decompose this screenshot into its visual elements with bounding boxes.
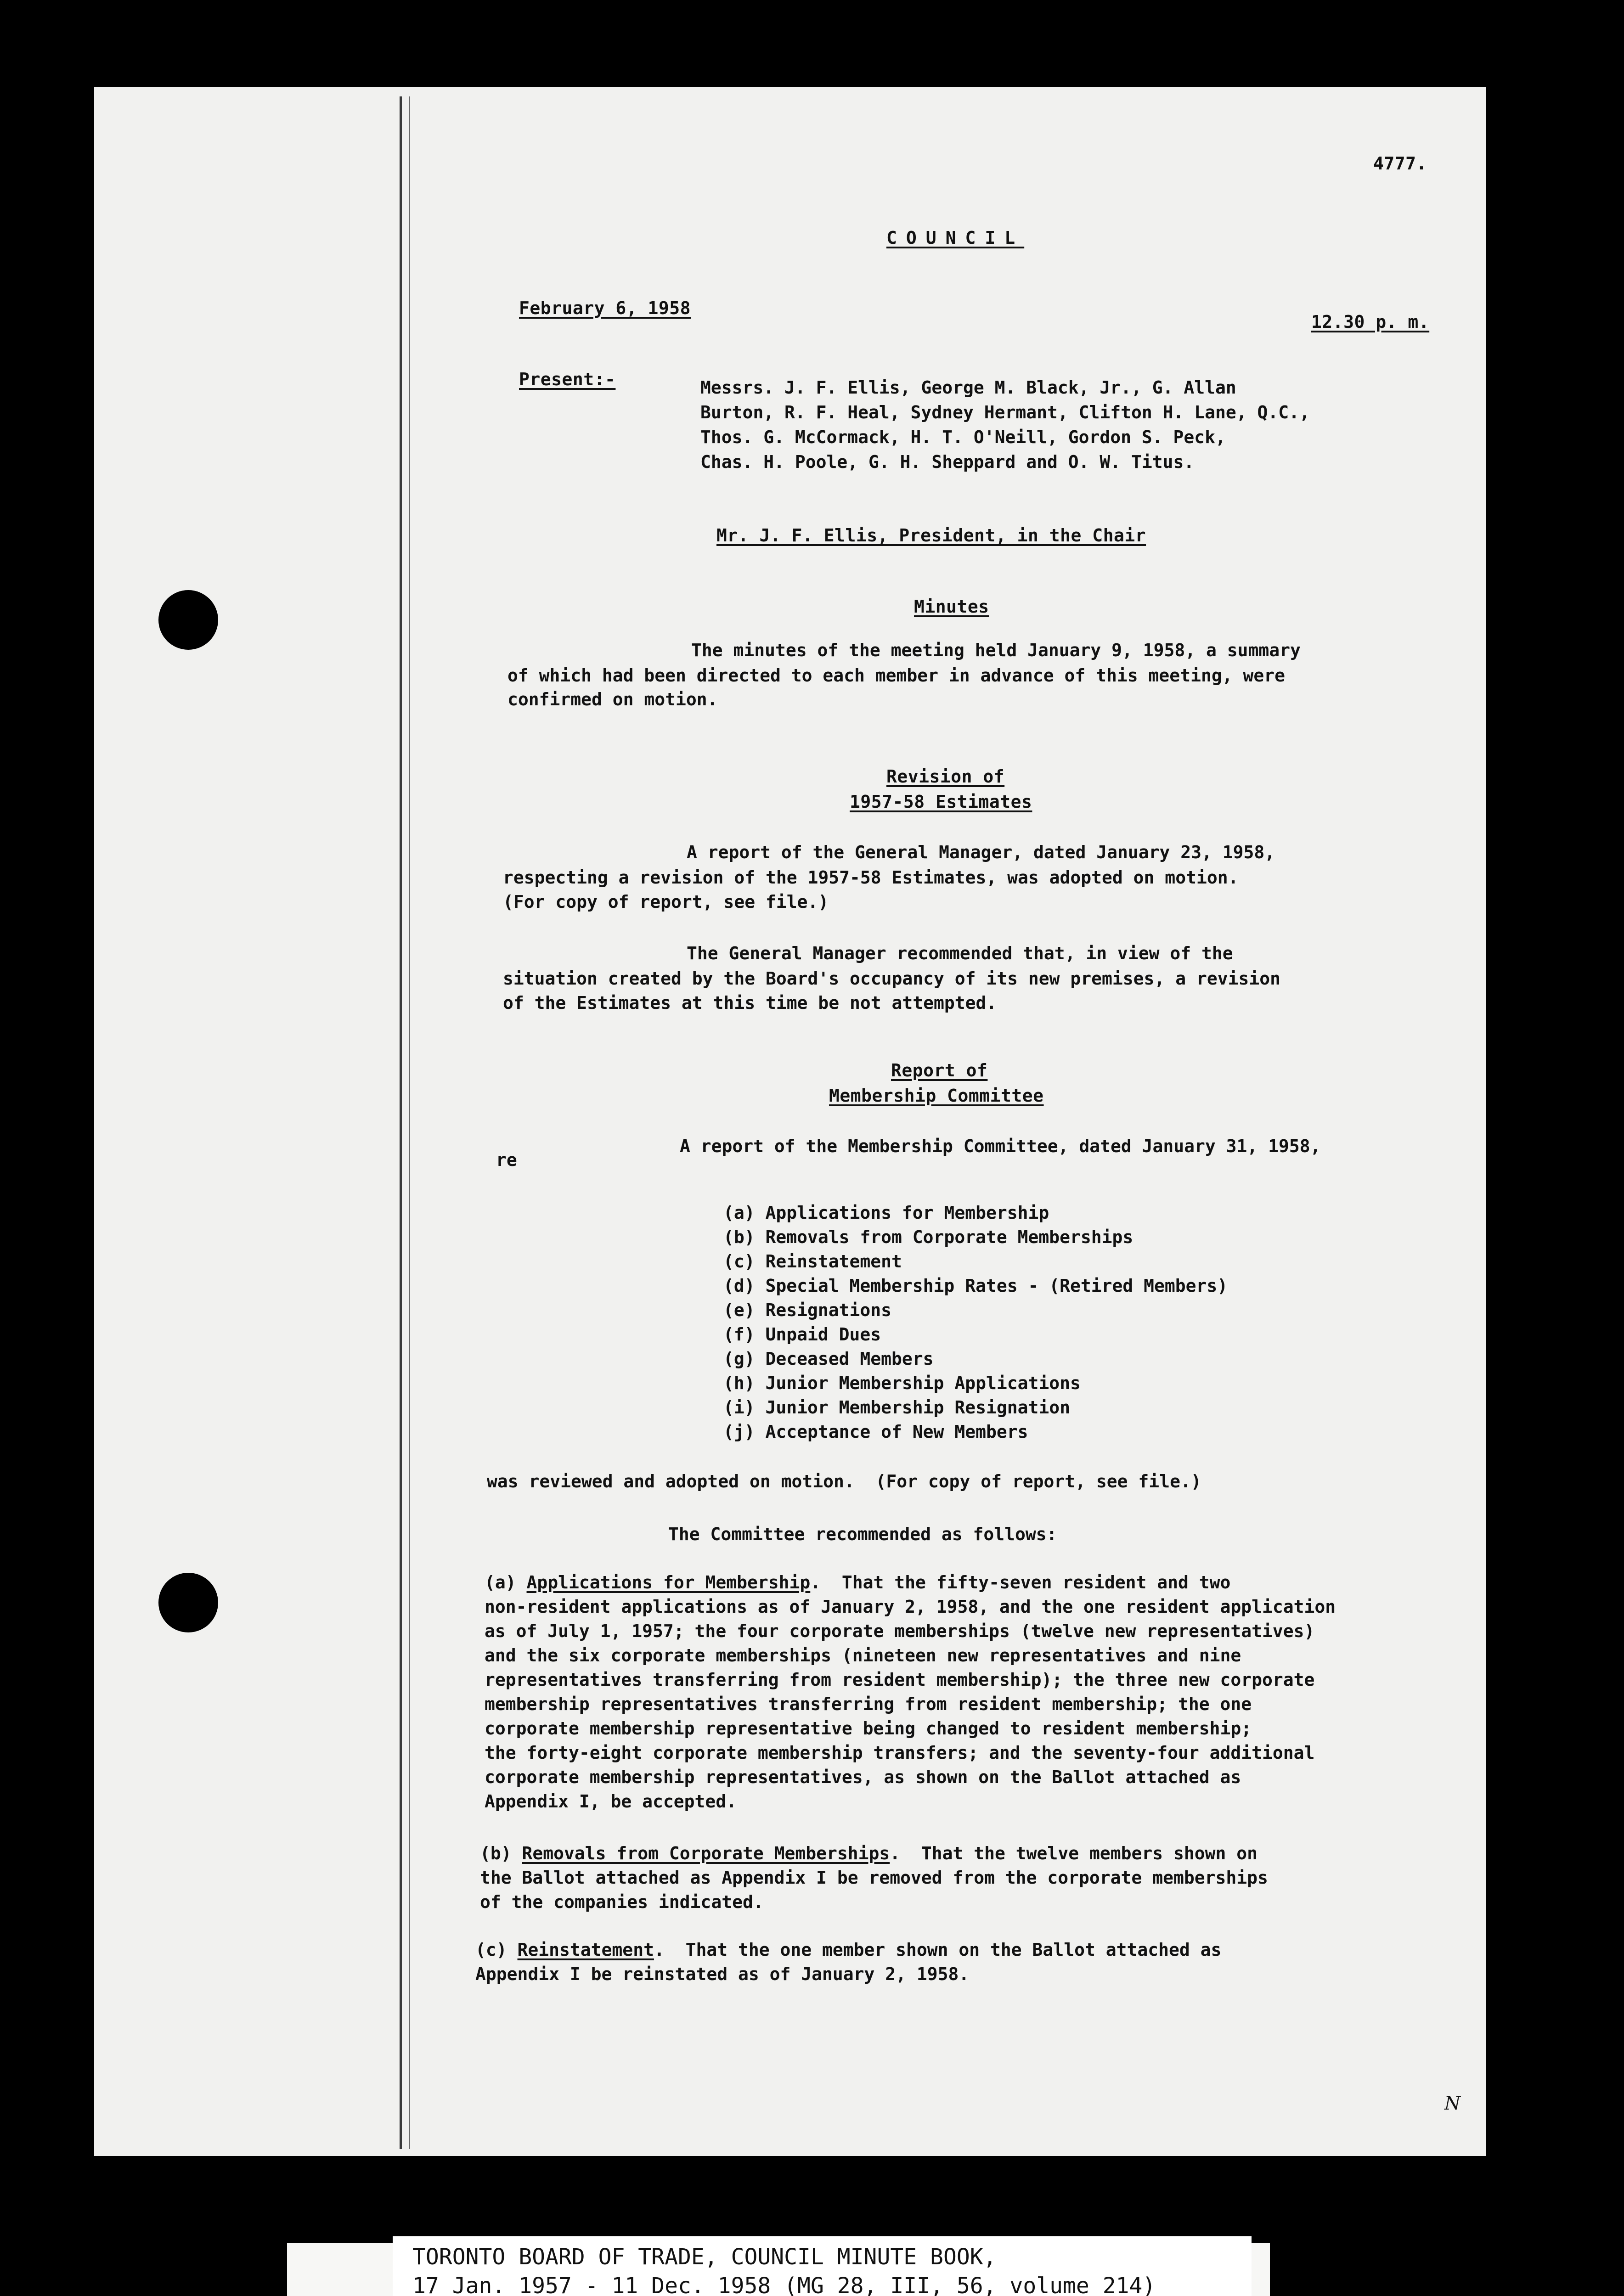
revision-text-line: The General Manager recommended that, in view of the bbox=[687, 943, 1233, 963]
report-heading: Report of bbox=[891, 1060, 988, 1080]
report-heading-2: Membership Committee bbox=[829, 1086, 1044, 1106]
para-b-line: . That the twelve members shown on bbox=[890, 1843, 1257, 1863]
para-c-first-line bbox=[475, 1938, 1221, 1962]
report-item: (i) Junior Membership Resignation bbox=[723, 1397, 1070, 1418]
para-b-heading: Removals from Corporate Memberships bbox=[522, 1843, 890, 1863]
para-a-line: as of July 1, 1957; the four corporate memberships (twelve new representatives) bbox=[485, 1621, 1315, 1641]
para-a-first-line bbox=[485, 1570, 1230, 1594]
para-c-label: (c) bbox=[475, 1940, 507, 1960]
para-a-line: corporate membership representatives, as shown on the Ballot attached as bbox=[485, 1767, 1241, 1787]
para-c-heading: Reinstatement bbox=[517, 1940, 654, 1960]
para-b-line: the Ballot attached as Appendix I be removed from the corporate memberships bbox=[480, 1868, 1268, 1888]
chair-line: Mr. J. F. Ellis, President, in the Chair bbox=[716, 525, 1146, 546]
meeting-time: 12.30 p. m. bbox=[1311, 312, 1430, 332]
present-line: Messrs. J. F. Ellis, George M. Black, Jr., G. Allan bbox=[700, 377, 1236, 398]
report-item: (a) Applications for Membership bbox=[723, 1203, 1049, 1223]
para-b-line: of the companies indicated. bbox=[480, 1892, 764, 1912]
minutes-heading: Minutes bbox=[914, 597, 989, 617]
report-item: (b) Removals from Corporate Memberships bbox=[723, 1227, 1133, 1247]
revision-text-line: (For copy of report, see file.) bbox=[503, 892, 829, 912]
report-item: (e) Resignations bbox=[723, 1300, 892, 1320]
report-item: (g) Deceased Members bbox=[723, 1349, 934, 1369]
para-a-line: the forty-eight corporate membership transfers; and the seventy-four additional bbox=[485, 1743, 1315, 1763]
page-number: 4777. bbox=[1373, 153, 1427, 174]
revision-text-line: situation created by the Board's occupancy of its new premises, a revision bbox=[503, 968, 1280, 989]
report-item: (f) Unpaid Dues bbox=[723, 1324, 881, 1345]
report-item: (h) Junior Membership Applications bbox=[723, 1373, 1081, 1393]
para-b-label: (b) bbox=[480, 1843, 512, 1863]
punch-hole-top bbox=[158, 590, 218, 650]
minutes-text-line: of which had been directed to each member in advance of this meeting, were bbox=[508, 665, 1285, 686]
recommended-line: The Committee recommended as follows: bbox=[668, 1524, 1057, 1544]
para-a-line: and the six corporate memberships (nineteen new representatives and nine bbox=[485, 1645, 1241, 1666]
para-c-line: Appendix I be reinstated as of January 2, 1958. bbox=[475, 1964, 970, 1984]
report-intro: A report of the Membership Committee, dated January 31, 1958, bbox=[680, 1136, 1321, 1156]
para-c-line: . That the one member shown on the Ballot attached as bbox=[654, 1940, 1222, 1960]
meeting-date: February 6, 1958 bbox=[519, 298, 691, 318]
revision-text-line: of the Estimates at this time be not attempted. bbox=[503, 993, 997, 1013]
para-a-line: Appendix I, be accepted. bbox=[485, 1791, 737, 1812]
report-item: (j) Acceptance of New Members bbox=[723, 1422, 1028, 1442]
present-label: Present:- bbox=[519, 369, 616, 389]
report-item-list bbox=[723, 1201, 1228, 1444]
revision-text-line: A report of the General Manager, dated January 23, 1958, bbox=[687, 842, 1275, 862]
corner-mark: N bbox=[1444, 2093, 1461, 2114]
document-title: COUNCIL bbox=[886, 228, 1025, 248]
revision-text-line: respecting a revision of the 1957-58 Estimates, was adopted on motion. bbox=[503, 867, 1239, 888]
para-a-heading: Applications for Membership bbox=[526, 1572, 811, 1593]
margin-rule-inner bbox=[409, 96, 410, 2149]
para-a-line: . That the fifty-seven resident and two bbox=[810, 1572, 1231, 1593]
present-line: Burton, R. F. Heal, Sydney Hermant, Clifton H. Lane, Q.C., bbox=[700, 402, 1310, 422]
report-re: re bbox=[496, 1150, 517, 1170]
label-line-1: TORONTO BOARD OF TRADE, COUNCIL MINUTE BOOK, bbox=[412, 2244, 997, 2270]
revision-heading-2: 1957-58 Estimates bbox=[850, 792, 1032, 812]
present-line: Chas. H. Poole, G. H. Sheppard and O. W. Titus. bbox=[700, 452, 1195, 472]
para-a-line: representatives transferring from resident membership); the three new corporate bbox=[485, 1670, 1315, 1690]
para-a-line: corporate membership representative being changed to resident membership; bbox=[485, 1718, 1252, 1739]
para-a-line: non-resident applications as of January 2, 1958, and the one resident application bbox=[485, 1597, 1336, 1617]
report-item: (c) Reinstatement bbox=[723, 1251, 902, 1272]
minutes-text-line: confirmed on motion. bbox=[508, 689, 718, 709]
margin-rule bbox=[400, 96, 402, 2149]
para-b-first-line bbox=[480, 1841, 1257, 1865]
report-adopted: was reviewed and adopted on motion. (For copy of report, see file.) bbox=[487, 1471, 1201, 1491]
report-item: (d) Special Membership Rates - (Retired Members) bbox=[723, 1276, 1228, 1296]
label-line-2: 17 Jan. 1957 - 11 Dec. 1958 (MG 28, III, 56, volume 214) bbox=[412, 2273, 1156, 2296]
para-a-line: membership representatives transferring from resident membership; the one bbox=[485, 1694, 1252, 1714]
revision-heading: Revision of bbox=[886, 766, 1005, 787]
punch-hole-bottom bbox=[158, 1573, 218, 1632]
present-line: Thos. G. McCormack, H. T. O'Neill, Gordon S. Peck, bbox=[700, 427, 1226, 447]
minutes-text-line: The minutes of the meeting held January 9, 1958, a summary bbox=[691, 640, 1301, 660]
para-a-label: (a) bbox=[485, 1572, 516, 1593]
